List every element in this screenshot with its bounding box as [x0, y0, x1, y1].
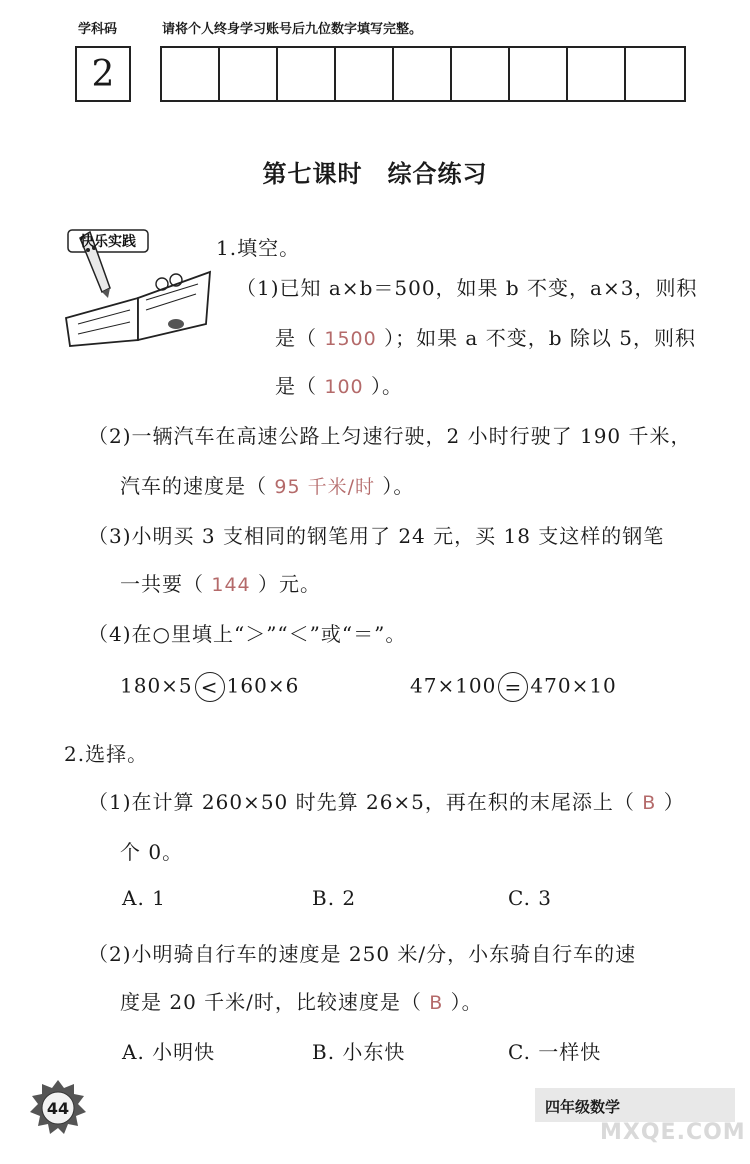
digit-box[interactable]	[162, 48, 220, 100]
answer-144: 144	[211, 574, 251, 596]
text: ）。	[382, 474, 415, 498]
answer-b: B	[642, 792, 657, 814]
option: C. 3	[508, 886, 553, 910]
text: ）元。	[257, 572, 321, 596]
q1-p1-line-c	[275, 370, 403, 399]
text: 是（	[275, 374, 317, 398]
subject-code-value: 2	[91, 53, 115, 95]
text: 160×6	[226, 673, 300, 698]
q1-p3-line-b	[120, 568, 321, 597]
q1-heading: 1.填空。	[216, 236, 301, 260]
q1-p1-line-b	[275, 322, 696, 351]
q2-p2-line-b	[120, 986, 483, 1015]
answer-1500: 1500	[324, 328, 377, 350]
q2-p1-line-b: 个 0。	[120, 840, 184, 864]
lesson-title: 第七课时 综合练习	[262, 160, 488, 188]
comparison-1	[120, 672, 299, 702]
subject-code-label: 学科码	[78, 22, 118, 37]
answer-speed: 95 千米/时	[274, 476, 375, 498]
subject-code-box	[75, 46, 131, 102]
grade-label: 四年级数学	[545, 1098, 621, 1116]
text: ）。	[370, 374, 403, 398]
digit-box[interactable]	[220, 48, 278, 100]
compare-circle: =	[498, 672, 528, 702]
open-book-icon	[66, 272, 210, 346]
digit-box[interactable]	[626, 48, 684, 100]
q1-p3-line-a: （3)小明买 3 支相同的钢笔用了 24 元，买 18 支这样的钢笔	[88, 524, 665, 548]
text: ）	[663, 790, 685, 814]
text: 汽车的速度是（	[120, 474, 267, 498]
q2-p2-line-a: （2)小明骑自行车的速度是 250 米/分，小东骑自行车的速	[88, 942, 637, 966]
text: 180×5	[120, 673, 193, 698]
text: 一共要（	[120, 572, 204, 596]
option: B. 小东快	[312, 1040, 406, 1064]
answer-b: B	[429, 992, 444, 1014]
option: C. 一样快	[508, 1040, 602, 1064]
account-digit-boxes[interactable]	[160, 46, 686, 102]
digit-box[interactable]	[336, 48, 394, 100]
digit-box[interactable]	[510, 48, 568, 100]
option: B. 2	[312, 886, 357, 910]
digit-box[interactable]	[452, 48, 510, 100]
text: 度是 20 千米/时，比较速度是（	[120, 990, 422, 1014]
account-instruction: 请将个人终身学习账号后九位数字填写完整。	[162, 22, 423, 37]
comparison-2	[410, 672, 617, 702]
page-number: 44	[46, 1098, 70, 1118]
q1-p2-line-a: （2)一辆汽车在高速公路上匀速行驶，2 小时行驶了 190 千米，	[88, 424, 692, 448]
q2-heading: 2.选择。	[64, 742, 149, 766]
option: A. 1	[122, 886, 166, 910]
text: 47×100	[410, 673, 497, 698]
text: ）。	[450, 990, 483, 1014]
digit-box[interactable]	[278, 48, 336, 100]
watermark: MXQE.COM	[600, 1120, 746, 1145]
option: A. 小明快	[122, 1040, 216, 1064]
compare-circle: <	[195, 672, 225, 702]
logo-text: 快乐实践	[80, 234, 136, 250]
digit-box[interactable]	[568, 48, 626, 100]
text: 470×10	[530, 673, 617, 698]
text: （1)在计算 260×50 时先算 26×5，再在积的末尾添上（	[88, 790, 635, 814]
text: 是（	[275, 326, 317, 350]
q1-p2-line-b	[120, 470, 414, 499]
q1-p4-line: （4)在○里填上“＞”“＜”或“＝”。	[88, 622, 407, 646]
happy-practice-logo	[58, 228, 218, 348]
q1-p1-line-a: （1)已知 a×b＝500，如果 b 不变，a×3，则积	[236, 276, 698, 300]
text: ）；如果 a 不变，b 除以 5，则积	[384, 326, 696, 350]
answer-100: 100	[324, 376, 364, 398]
digit-box[interactable]	[394, 48, 452, 100]
q2-p1-line-a	[88, 786, 685, 815]
